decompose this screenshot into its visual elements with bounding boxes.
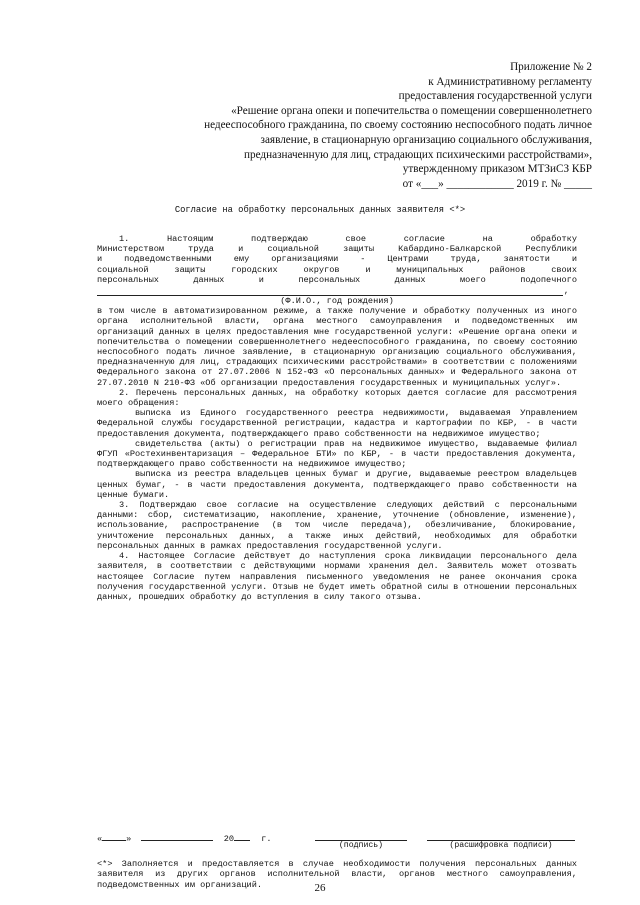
year-suffix: г. (261, 834, 272, 844)
paragraph-3: 3. Подтверждаю свое согласие на осуществление следующих действий с персональными данными: сбор, систематизацию, накопление, хранение, уточнение (обновление, изменение), использование, распространение (в том числе передача), обезличивание, блокирование, уничтожение персональных данных, а также иных действий, необходимых для обработки персональных данных в рамках предоставления государственной услуги. (97, 500, 577, 551)
consent-body (97, 234, 577, 602)
appendix-line: к Административному регламенту (428, 75, 592, 88)
appendix-line: Приложение № 2 (510, 61, 592, 73)
p1-continuation: в том числе в автоматизированном режиме, а также получение и обработку полученных из иного органа исполнительной власти, органа местного самоуправления и подведомственных им организаций данных в целях предоставления мне государственной услуги: «Решение органа опеки и попечительства о помещении совершеннолетнего недееспособного гражданина, по своему состоянию неспособного подать личное заявление, в стационарную организацию социального обслуживания, предназначенную для лиц, страдающих психическими расстройствами» в соответствии с положениями Федерального закона от 27.07.2006 N 152-ФЗ «О персональных данных» и Федерального закона от 27.07.2010 N 210-ФЗ «Об организации предоставления государственных и муниципальных услуг». (97, 306, 577, 388)
paragraph-2b: свидетельства (акты) о регистрации прав на недвижимое имущество, выдаваемые филиал ФГУП «Ростехинвентаризация – Федеральное БТИ» по КБР, - в части предоставления документа, подтверждающего право собственности на недвижимое имущество; (97, 438, 577, 470)
paragraph-4: 4. Настоящее Согласие действует до наступления срока ликвидации персонального дела заявителя, в соответствии с действующими нормами хранения дел. Заявитель может отозвать настоящее Согласие путем направления письменного уведомления не ранее окончания срока получения государственной услуги. Отзыв не будет иметь обратной силы в отношении персональных данных, прошедших обработку до вступления в силу такого отзыва. (97, 551, 577, 602)
fio-caption: (Ф.И.О., год рождения) (280, 296, 394, 307)
appendix-line: предназначенную для лиц, страдающих психическими расстройствами», (244, 148, 592, 161)
day-blank[interactable] (102, 831, 126, 841)
decoding-field (427, 831, 575, 850)
decoding-caption: (расшифровка подписи) (449, 841, 553, 850)
signature-blank[interactable] (315, 831, 407, 841)
appendix-line: недееспособного гражданина, по своему состоянию неспособного подать личное (204, 119, 592, 132)
month-blank[interactable] (141, 831, 213, 841)
paragraph-2c: выписка из реестра владельцев ценных бумаг и другие, выдаваемые реестром владельцев ценных бумаг, - в части предоставления документа, подтверждающего право собственности на ценные бумаги. (97, 469, 577, 500)
page-number: 26 (314, 882, 326, 894)
signature-caption: (подпись) (338, 841, 384, 850)
paragraph-2: 2. Перечень персональных данных, на обработку которых дается согласие для рассмотрения моего обращения: (97, 387, 577, 409)
fio-comma: , (563, 286, 569, 297)
date-close-quote: » (126, 834, 132, 844)
signature-field (315, 831, 407, 850)
date-field (97, 831, 272, 844)
appendix-line: предоставления государственной услуги (398, 90, 592, 103)
paragraph-2a: выписка из Единого государственного реестра недвижимости, выдаваемая Управлением Федеральной службы государственной регистрации, кадастра и картографии по КБР, - в части предоставления документа, подтверждающего право собственности на недвижимое имущество; (97, 408, 577, 439)
appendix-line: от «___» ____________ 2019 г. № _____ (402, 177, 592, 190)
appendix-line: заявление, в стационарную организацию социального обслуживания, (260, 133, 592, 146)
p1-line: и подведомственными ему организациями - Центрами труда, занятости и (97, 254, 577, 265)
consent-title: Согласие на обработку персональных данных заявителя <*> (174, 205, 466, 215)
appendix-header (92, 60, 592, 191)
p1-line: 1. Настоящим подтверждаю свое согласие на обработку (119, 234, 577, 244)
appendix-line: «Решение органа опеки и попечительства о помещении совершеннолетнего (231, 104, 592, 117)
p1-line: социальной защиты городских округов и муниципальных районов своих (97, 264, 577, 275)
year-blank[interactable] (234, 831, 250, 841)
year-prefix: 20 (223, 834, 235, 844)
appendix-line: утвержденному приказом МТЗиСЗ КБР (402, 163, 592, 176)
decoding-blank[interactable] (427, 831, 575, 841)
p1-line: Министерством труда и социальной защиты Кабардино-Балкарской Республики (97, 244, 577, 255)
fio-blank-line[interactable] (97, 286, 569, 297)
date-open-quote: « (97, 834, 103, 844)
p1-line: персональных данных и персональных данных моего подопечного (97, 274, 577, 285)
signature-row (97, 831, 577, 853)
footnote: <*> Заполняется и предоставляется в случае необходимости получения персональных данных заявителя из других органов исполнительной власти, органов местного самоуправления, подведомственных им организаций. (97, 859, 577, 890)
